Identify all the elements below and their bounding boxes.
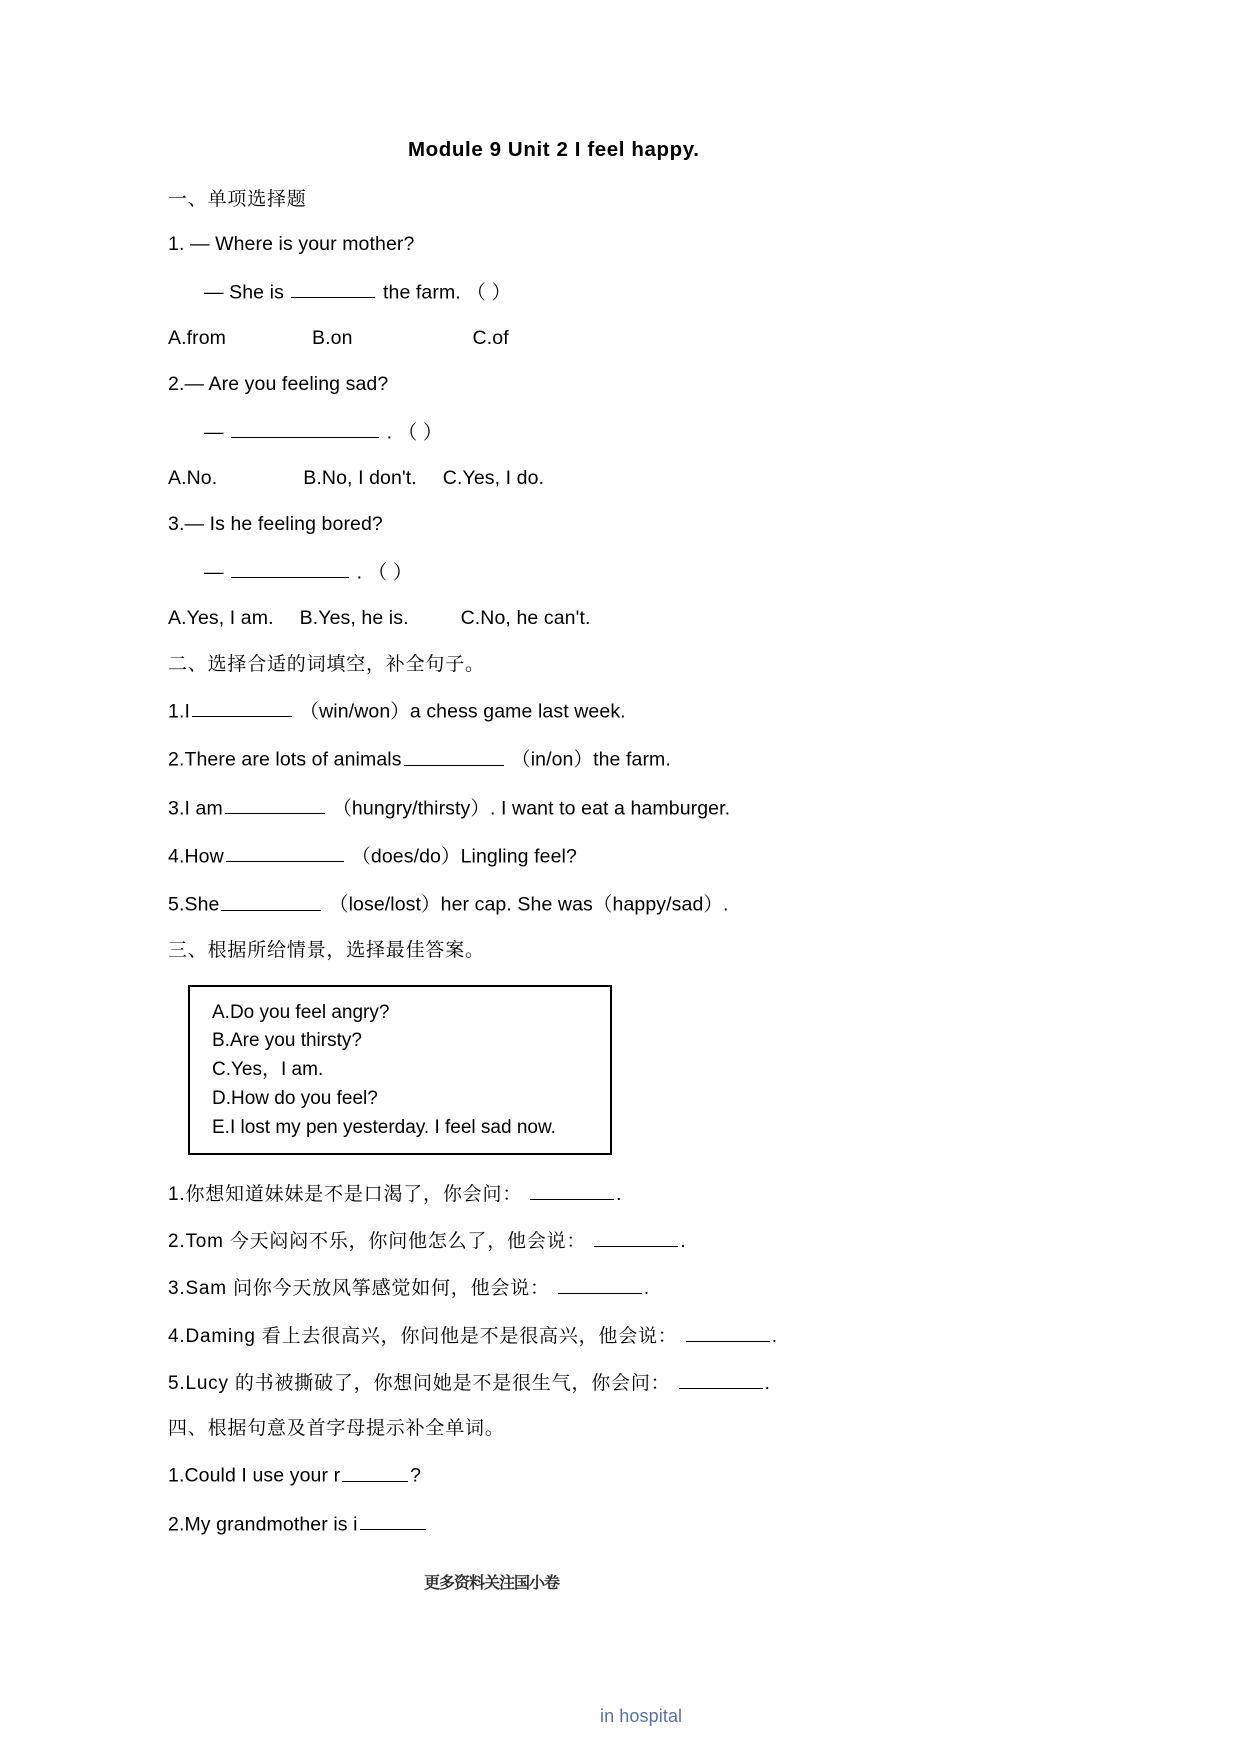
scenario-item-4-tail: . [771,1325,778,1347]
answer-blank[interactable] [291,279,375,299]
question-2-options [168,467,1073,491]
answer-blank[interactable] [679,1370,763,1389]
question-1-answer-post: the farm. （ ） [382,281,512,304]
scenario-item-3-tail: . [643,1278,650,1300]
scenario-item-5-tail: . [764,1372,771,1394]
scenario-item-3 [168,1275,1073,1300]
answer-blank[interactable] [231,419,379,439]
box-option-d[interactable]: D.How do you feel? [212,1088,378,1110]
fill-item-2-pre: 2.There are lots of animals [168,748,402,771]
option-b[interactable]: B.Yes, he is. [299,606,409,629]
answer-blank[interactable] [221,891,321,911]
word-item-1 [168,1462,1073,1488]
fill-item-2-post: （in/on）the farm. [511,748,671,771]
scenario-item-1 [168,1181,1073,1206]
section-three-heading: 三、根据所给情景，选择最佳答案。 [168,940,485,962]
question-2-answer-line [168,419,1073,445]
question-1-answer-pre: — She is [204,281,284,304]
option-c[interactable]: C.Yes, I do. [442,467,545,490]
box-option-a[interactable]: A.Do you feel angry? [212,1001,390,1023]
question-3-prompt: 3.— Is he feeling bored? [168,512,383,535]
fill-item-3-post: （hungry/thirsty）. I want to eat a hamburger. [332,797,731,820]
answer-blank[interactable] [231,559,349,579]
answer-blank[interactable] [558,1275,642,1294]
section-two-heading: 二、选择合适的词填空，补全句子。 [168,653,485,675]
fill-item-4-pre: 4.How [168,845,224,868]
answer-blank[interactable] [226,843,344,863]
fill-item-1-pre: 1.I [168,700,190,723]
box-option-e[interactable]: E.I lost my pen yesterday. I feel sad now. [212,1117,556,1139]
answer-blank[interactable] [360,1511,426,1531]
scenario-item-4 [168,1323,1073,1348]
question-3-answer-post: . （ ） [356,561,413,584]
section-four-heading: 四、根据句意及首字母提示补全单词。 [168,1418,505,1440]
fill-item-1-post: （win/won）a chess game last week. [299,700,626,723]
answer-blank[interactable] [225,795,325,815]
word-item-1-post: ? [410,1464,422,1487]
scenario-item-2-text: 2.Tom 今天闷闷不乐，你问他怎么了，他会说： [168,1231,587,1253]
answer-blank[interactable] [404,746,504,766]
fill-item-1 [168,698,1073,724]
fill-item-3-pre: 3.I am [168,797,223,820]
question-3-answer-line [168,559,1073,585]
fill-item-5 [168,891,1073,917]
question-2-answer-pre: — [204,421,224,444]
answer-options-box [188,985,612,1155]
answer-blank[interactable] [686,1323,770,1342]
scenario-item-4-text: 4.Daming 看上去很高兴，你问他是不是很高兴，他会说： [168,1325,678,1347]
fill-item-2 [168,746,1073,772]
option-b[interactable]: B.on [312,327,353,350]
scenario-item-2 [168,1228,1073,1253]
option-a[interactable]: A.Yes, I am. [168,606,274,629]
option-c[interactable]: C.No, he can't. [460,606,591,629]
fill-item-4-post: （does/do）Lingling feel? [351,845,577,868]
scenario-item-5-text: 5.Lucy 的书被撕破了，你想问她是不是很生气，你会问： [168,1372,671,1394]
answer-blank[interactable] [192,698,292,718]
section-one-heading: 一、单项选择题 [168,189,307,210]
fill-item-5-post: （lose/lost）her cap. She was（happy/sad）. [329,893,729,916]
watermark-text: 更多资料关注国小卷 [424,1575,560,1592]
fill-item-3 [168,795,1073,821]
option-a[interactable]: A.from [168,327,227,350]
question-3-answer-pre: — [204,561,224,584]
box-option-c[interactable]: C.Yes，I am. [212,1059,324,1081]
question-1-options [168,327,1073,351]
box-option-b[interactable]: B.Are you thirsty? [212,1030,362,1052]
option-a[interactable]: A.No. [168,467,218,490]
question-2-answer-post: . （ ） [386,421,443,444]
scenario-item-1-tail: . [616,1184,623,1205]
word-item-1-pre: 1.Could I use your r [168,1464,341,1487]
option-b[interactable]: B.No, I don't. [303,467,417,490]
page-title: Module 9 Unit 2 I feel happy. [408,138,700,161]
fill-item-5-pre: 5.She [168,893,220,916]
fill-item-4 [168,843,1073,869]
answer-blank[interactable] [530,1181,614,1200]
option-c[interactable]: C.of [472,327,509,350]
word-item-2-post: in hospital [600,1706,683,1726]
scenario-item-5 [168,1370,1073,1395]
question-1-answer-line [168,279,1073,305]
question-2-prompt: 2.— Are you feeling sad? [168,373,389,396]
scenario-item-1-text: 1.你想知道妹妹是不是口渴了，你会问： [168,1184,523,1205]
scenario-item-3-text: 3.Sam 问你今天放风筝感觉如何，他会说： [168,1278,550,1300]
scenario-item-2-tail: . [680,1231,687,1253]
question-3-options [168,607,1073,631]
answer-blank[interactable] [342,1462,408,1482]
word-item-2-pre: 2.My grandmother is i [168,1513,358,1536]
question-1-prompt: 1. — Where is your mother? [168,233,415,256]
answer-blank[interactable] [594,1228,678,1247]
